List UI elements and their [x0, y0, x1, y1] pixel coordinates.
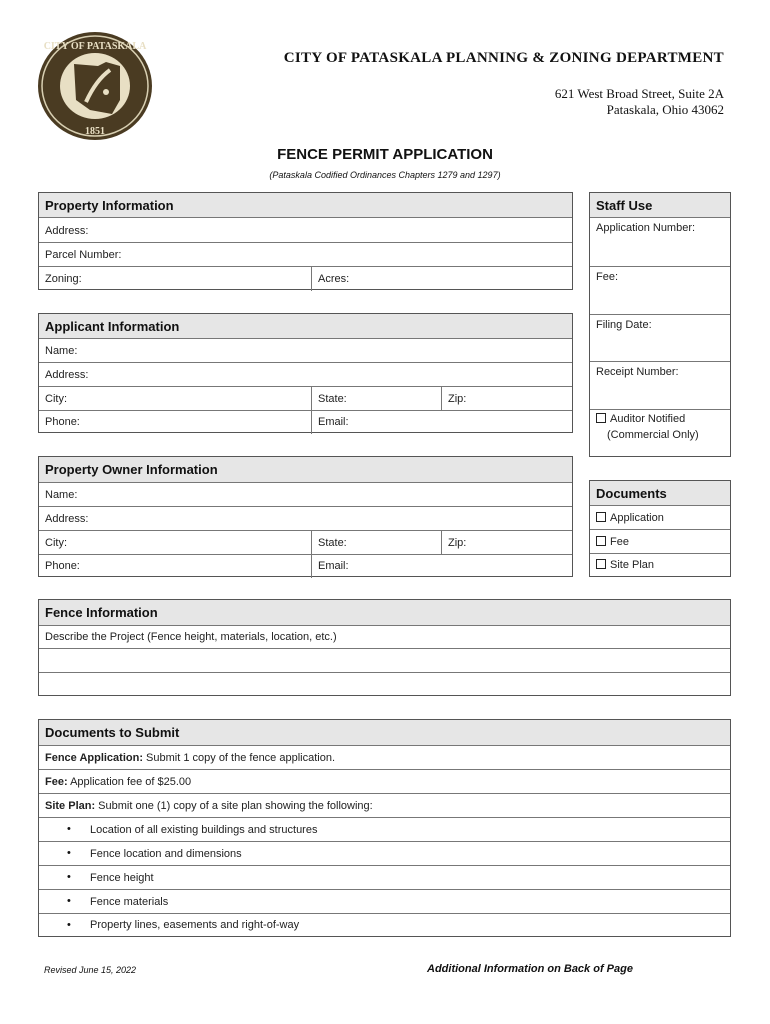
applicant-address-field[interactable]: Address: [45, 369, 89, 381]
owner-information-title: Property Owner Information [39, 457, 572, 482]
acres-field[interactable]: Acres: [318, 273, 350, 285]
documents-section [589, 480, 731, 577]
owner-email-field[interactable]: Email: [318, 560, 349, 572]
address-line-1: 621 West Broad Street, Suite 2A [554, 86, 724, 101]
checkbox-icon [596, 559, 606, 569]
owner-state-field[interactable]: State: [318, 537, 347, 549]
parcel-number-field[interactable]: Parcel Number: [45, 249, 122, 261]
fence-description-line-1[interactable] [39, 648, 730, 672]
documents-site-plan-label: Site Plan [610, 559, 655, 571]
applicant-state-field[interactable]: State: [318, 393, 347, 405]
applicant-information-title: Applicant Information [39, 314, 572, 338]
applicant-information-section [38, 313, 573, 433]
revised-date: Revised June 15, 2022 [44, 965, 137, 975]
fence-description-line-2[interactable] [39, 672, 730, 696]
form-title: FENCE PERMIT APPLICATION [277, 146, 493, 163]
city-seal-logo [36, 30, 154, 142]
fence-information-section [38, 599, 731, 696]
application-number-field[interactable]: Application Number: [596, 222, 696, 234]
documents-fee-checkbox[interactable] [596, 536, 629, 548]
submit-application-item: Fence Application: Submit 1 copy of the fence application. [45, 752, 336, 764]
zoning-field[interactable]: Zoning: [45, 273, 82, 285]
documents-site-plan-checkbox[interactable] [596, 559, 654, 571]
owner-zip-field[interactable]: Zip: [448, 537, 467, 549]
fence-information-title: Fence Information [39, 600, 730, 625]
submit-fee-item: Fee: Application fee of $25.00 [45, 776, 192, 788]
owner-name-field[interactable]: Name: [45, 489, 78, 501]
property-information-title: Property Information [39, 193, 572, 217]
applicant-city-field[interactable]: City: [45, 393, 67, 405]
documents-application-checkbox[interactable] [596, 512, 664, 524]
seal-year: 1851 [85, 126, 105, 137]
receipt-number-field[interactable]: Receipt Number: [596, 366, 679, 378]
property-address-field[interactable]: Address: [45, 225, 89, 237]
documents-fee-label: Fee [610, 536, 629, 548]
fence-describe-label: Describe the Project (Fence height, materials, location, etc.) [45, 631, 337, 643]
filing-date-field[interactable]: Filing Date: [596, 319, 652, 331]
owner-information-section [38, 456, 573, 577]
submit-site-plan-item: Site Plan: Submit one (1) copy of a site plan showing the following: [45, 800, 373, 812]
staff-use-title: Staff Use [590, 193, 730, 217]
site-plan-bullet: Property lines, easements and right-of-way [90, 919, 300, 931]
auditor-notified-checkbox[interactable] [596, 413, 685, 425]
applicant-phone-field[interactable]: Phone: [45, 416, 80, 428]
owner-address-field[interactable]: Address: [45, 513, 89, 525]
staff-fee-field[interactable]: Fee: [596, 271, 619, 283]
checkbox-icon [596, 512, 606, 522]
checkbox-icon [596, 536, 606, 546]
documents-application-label: Application [610, 512, 664, 524]
checkbox-icon [596, 413, 606, 423]
seal-top-text: CITY OF PATASKALA [43, 41, 147, 52]
applicant-name-field[interactable]: Name: [45, 345, 78, 357]
applicant-zip-field[interactable]: Zip: [448, 393, 467, 405]
site-plan-bullet: Fence height [90, 872, 154, 884]
staff-use-section [589, 192, 731, 457]
documents-title: Documents [590, 481, 730, 505]
back-of-page-note: Additional Information on Back of Page [427, 963, 633, 975]
owner-phone-field[interactable]: Phone: [45, 560, 80, 572]
auditor-commercial-label: (Commercial Only) [607, 429, 699, 441]
site-plan-bullet: Location of all existing buildings and structures [90, 824, 318, 836]
address-line-2: Pataskala, Ohio 43062 [606, 102, 724, 117]
documents-to-submit-title: Documents to Submit [39, 720, 730, 745]
department-title: CITY OF PATASKALA PLANNING & ZONING DEPARTMENT [283, 50, 724, 66]
auditor-notified-label: Auditor Notified [610, 413, 686, 425]
applicant-email-field[interactable]: Email: [318, 416, 349, 428]
form-subtitle: (Pataskala Codified Ordinances Chapters 1279 and 1297) [269, 170, 501, 180]
property-information-section [38, 192, 573, 290]
site-plan-bullet: Fence location and dimensions [90, 848, 242, 860]
documents-to-submit-section: Documents to Submit Fence Application: Submit 1 copy of the fence application. Fee: Application fee of $25.00 Site Plan: Submit one (1) copy of a site plan showing the following: • Location of all existing buildings and structures • Fence location and dimensions • Fence height • Fence materials • Property lines, easements and right-of-way [38, 719, 731, 937]
owner-city-field[interactable]: City: [45, 537, 67, 549]
site-plan-bullet: Fence materials [90, 896, 169, 908]
